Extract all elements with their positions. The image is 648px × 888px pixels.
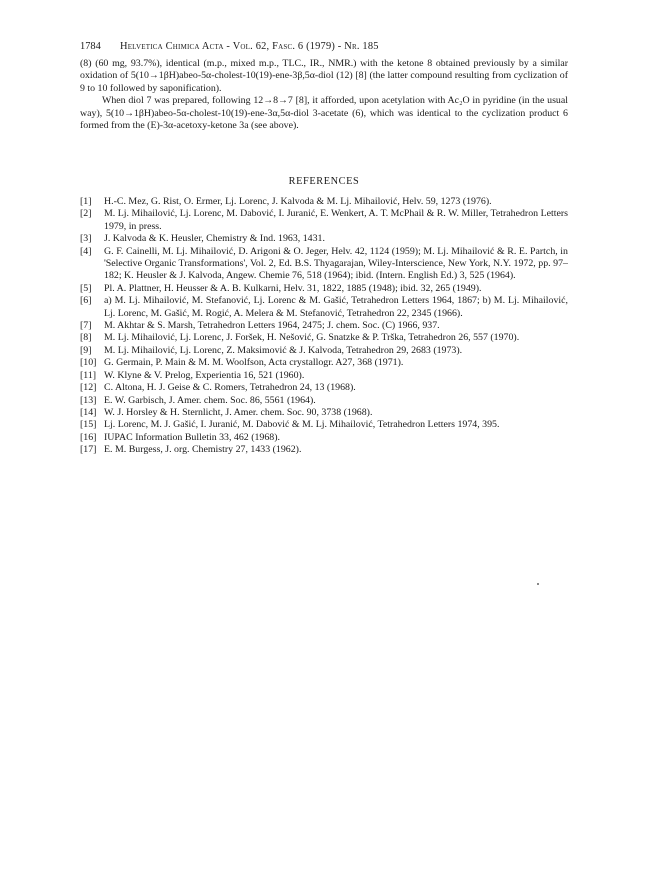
- reference-number: [15]: [80, 419, 97, 431]
- reference-text: G. Germain, P. Main & M. M. Woolfson, Acta crystallogr. A27, 368 (1971).: [104, 357, 404, 369]
- reference-number: [14]: [80, 406, 97, 418]
- reference-number: [5]: [80, 282, 92, 294]
- reference-text: Pl. A. Plattner, H. Heusser & A. B. Kulkarni, Helv. 31, 1822, 1885 (1948); ibid. 32, 265 (1949).: [104, 282, 482, 294]
- reference-item: [80, 407, 568, 419]
- reference-text: M. Lj. Mihailović, Lj. Lorenc, Z. Maksimović & J. Kalvoda, Tetrahedron 29, 2683 (1973).: [104, 344, 463, 356]
- reference-item: [80, 246, 568, 283]
- scan-speck: [537, 583, 539, 585]
- reference-number: [8]: [80, 332, 92, 344]
- reference-item: [80, 419, 568, 431]
- reference-number: [4]: [80, 245, 92, 257]
- reference-number: [16]: [80, 431, 97, 443]
- reference-item: [80, 395, 568, 407]
- reference-text: M. Lj. Mihailović, Lj. Lorenc, J. Foršek, H. Nešović, G. Snatzke & P. Trška, Tetrahedron 26, 557 (1970).: [104, 332, 520, 344]
- reference-text: Lj. Lorenc, M. J. Gašić, I. Juranić, M. Dabović & M. Lj. Mihailović, Tetrahedron Letters 1974, 395.: [104, 419, 500, 431]
- reference-number: [17]: [80, 444, 97, 456]
- reference-number: [6]: [80, 295, 92, 307]
- reference-item: [80, 283, 568, 295]
- reference-number: [1]: [80, 196, 92, 207]
- reference-text: a) M. Lj. Mihailović, M. Stefanović, Lj. Lorenc & M. Gašić, Tetrahedron Letters 1964, 1867; b) M. Lj. Mihailović, Lj. Lorenc, M. Gašić, M. Rogić, A. Melera & M. Stefanović, Tetrahedron 22, 2345 (1966).: [104, 295, 568, 319]
- reference-item: [80, 432, 568, 444]
- reference-number: [2]: [80, 208, 92, 220]
- reference-number: [13]: [80, 394, 97, 406]
- reference-item: [80, 295, 568, 320]
- reference-text: E. W. Garbisch, J. Amer. chem. Soc. 86, 5561 (1964).: [104, 394, 316, 406]
- reference-item: [80, 233, 568, 245]
- reference-number: [11]: [80, 369, 97, 381]
- reference-text: J. Kalvoda & K. Heusler, Chemistry & Ind. 1963, 1431.: [104, 233, 325, 245]
- references-heading: REFERENCES: [288, 176, 360, 187]
- reference-item: [80, 444, 568, 456]
- reference-number: [7]: [80, 320, 92, 332]
- reference-text: G. F. Cainelli, M. Lj. Mihailović, D. Arigoni & O. Jeger, Helv. 42, 1124 (1959); M. Lj. Mihailović & R. E. Partch, in 'Selective Organic Transformations', Vol. 2, Ed. B.S. Thyagarajan, Wiley-Interscience, New York, N.Y. 1972, pp. 97–182; K. Heusler & J. Kalvoda, Angew. Chemie 76, 518 (1964); ibid. (Intern. English Ed.) 3, 525 (1964).: [104, 245, 568, 282]
- paragraph-1: (8) (60 mg, 93.7%), identical (m.p., mixed m.p., TLC., IR., NMR.) with the ketone 8 obtained previously by a similar oxidation of 5(10→1βH)abeo-5α-cholest-10(19)-ene-3β,5α-diol (12) [8] (the latter compound resulting from cyclization of 9 to 10 followed by saponification).: [80, 58, 568, 94]
- reference-text: H.-C. Mez, G. Rist, O. Ermer, Lj. Lorenc, J. Kalvoda & M. Lj. Mihailović, Helv. 59, 1273 (1976).: [104, 196, 492, 207]
- reference-text: W. Klyne & V. Prelog, Experientia 16, 521 (1960).: [104, 369, 305, 381]
- reference-text: C. Altona, H. J. Geise & C. Romers, Tetrahedron 24, 13 (1968).: [104, 382, 356, 394]
- reference-text: E. M. Burgess, J. org. Chemistry 27, 1433 (1962).: [104, 444, 302, 456]
- reference-text: W. J. Horsley & H. Sternlicht, J. Amer. chem. Soc. 90, 3738 (1968).: [104, 406, 373, 418]
- reference-text: M. Lj. Mihailović, Lj. Lorenc, M. Dabović, I. Juranić, E. Wenkert, A. T. McPhail & R. W. Miller, Tetrahedron Letters 1979, in press.: [104, 208, 568, 232]
- reference-item: [80, 382, 568, 394]
- reference-item: [80, 345, 568, 357]
- reference-number: [12]: [80, 382, 97, 394]
- page-number: 1784: [80, 41, 101, 52]
- reference-number: [10]: [80, 357, 97, 369]
- reference-item: [80, 357, 568, 369]
- body-text: [80, 58, 568, 132]
- reference-item: [80, 332, 568, 344]
- reference-text: M. Akhtar & S. Marsh, Tetrahedron Letters 1964, 2475; J. chem. Soc. (C) 1966, 937.: [104, 320, 440, 332]
- reference-list: [80, 196, 568, 457]
- reference-number: [3]: [80, 233, 92, 245]
- journal-title: Helvetica Chimica Acta - Vol. 62, Fasc. 6 (1979) - Nr. 185: [120, 41, 379, 52]
- reference-number: [9]: [80, 344, 92, 356]
- reference-item: [80, 370, 568, 382]
- running-header: [80, 41, 568, 52]
- reference-item: [80, 208, 568, 233]
- reference-text: IUPAC Information Bulletin 33, 462 (1968).: [104, 431, 281, 443]
- reference-item: [80, 196, 568, 208]
- paragraph-2: When diol 7 was prepared, following 12→8→7 [8], it afforded, upon acetylation with Ac₂O in pyridine (in the usual way), 5(10→1βH)abeo-5α-cholest-10(19)-ene-3α,5α-diol 3-acetate (6), which was identical to the cyclization product 6 formed from the (E)-3α-acetoxy-ketone 3a (see above).: [80, 95, 568, 132]
- reference-item: [80, 320, 568, 332]
